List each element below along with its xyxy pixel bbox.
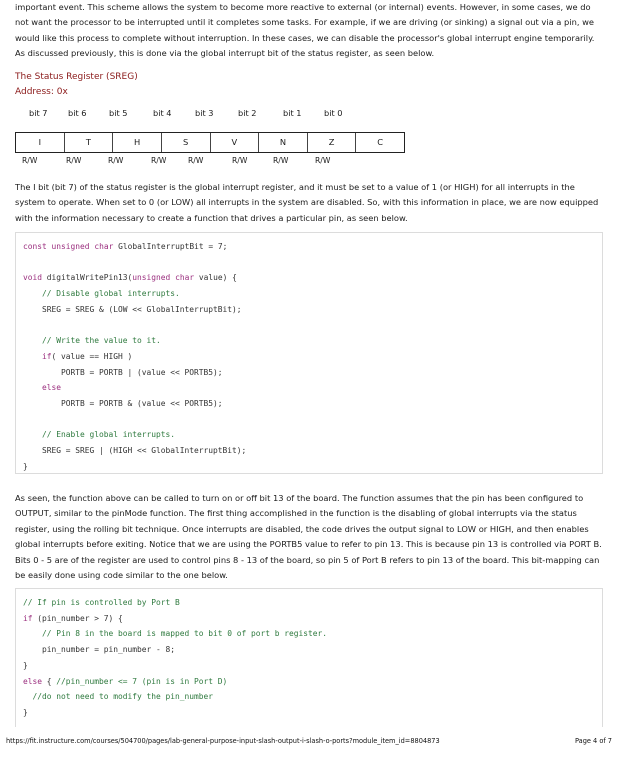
register-title: The Status Register (SREG) (15, 72, 138, 82)
bit-label: bit 2 (238, 108, 257, 118)
bit-cell: T (65, 133, 114, 152)
bit-cell: N (259, 133, 308, 152)
code-block-digital-write (15, 232, 603, 474)
access-label: R/W (315, 156, 331, 165)
bit-cell: H (113, 133, 162, 152)
bit-label: bit 3 (195, 108, 214, 118)
register-bit-table (15, 132, 405, 153)
bit-label-row (15, 108, 415, 122)
code-block-pin-mapping (15, 588, 603, 727)
code-line: // Enable global interrupts. (42, 430, 176, 440)
access-label: R/W (232, 156, 248, 165)
bit-label: bit 0 (324, 108, 343, 118)
bit-cell: C (377, 137, 384, 147)
code-line: else { //pin_number <= 7 (pin is in Port D) (23, 676, 228, 686)
bit-cell: I (16, 133, 65, 152)
bit-label: bit 4 (153, 108, 172, 118)
code-line: SREG = SREG | (HIGH << GlobalInterruptBit); (23, 446, 247, 456)
bit-cell: Z (308, 133, 357, 152)
code-line: PORTB = PORTB | (value << PORTB5); (23, 367, 223, 377)
code-line: } (23, 461, 28, 471)
bit-label: bit 7 (29, 108, 48, 118)
access-label: R/W (151, 156, 167, 165)
bit-cell: S (162, 133, 211, 152)
intro-paragraph: important event. This scheme allows the system to become more reactive to external (or internal) events. However, in some cases, we do not want the processor to be interrupted until it completes some tasks. For example, if we are driving (or sinking) a signal out via a pin, we would like this process to complete without interruption. In these cases, we can disable the processor's global interrupt engine temporarily. As discussed previously, this is done via the global interrupt bit of the status register, as seen below. (15, 2, 595, 59)
code-line: SREG = SREG & (LOW << GlobalInterruptBit); (23, 304, 242, 314)
code-line: if( value == HIGH ) (42, 351, 133, 361)
interrupt-paragraph: The I bit (bit 7) of the status register is the global interrupt register, and it must be set to a value of 1 (or HIGH) for all interrupts in the system to operate. When set to 0 (or LOW) all interrupts in the system are disabled. So, with this information in place, we are now equipped with the information necessary to create a function that drives a particular pin, as seen below. (15, 182, 599, 223)
code-line: } (23, 707, 28, 717)
access-label: R/W (273, 156, 289, 165)
code-line: //do not need to modify the pin_number (32, 692, 214, 702)
code-line: // Write the value to it. (42, 336, 161, 346)
code-line: pin_number = pin_number - 8; (23, 645, 176, 655)
code-line: else (42, 383, 62, 393)
explanation-paragraph: As seen, the function above can be called to turn on or off bit 13 of the board. The function assumes that the pin has been configured to OUTPUT, similar to the pinMode function. The first thing accomplished in the function is the disabling of global interrupts via the status register, using the rolling bit technique. Once interrupts are disabled, the code drives the output signal to LOW or HIGH, and then enables global interrupts before exiting. Notice that we are using the PORTB5 value to refer to pin 13. This is because pin 13 is controlled via PORT B. Bits 0 - 5 are of the register are used to control pins 8 - 13 of the board, so pin 5 of Port B refers to pin 13 of the board. This bit-mapping can be easily done using code similar to the one below. (15, 493, 602, 581)
bit-label: bit 1 (283, 108, 302, 118)
code-line: if (pin_number > 7) { (23, 613, 123, 623)
access-label: R/W (22, 156, 38, 165)
code-line: const unsigned char GlobalInterruptBit = 7; (23, 242, 228, 251)
footer-url: https://fit.instructure.com/courses/504700/pages/lab-general-purpose-input-slash-output-i-slash-o-ports?module_item_id=8804873 (6, 737, 440, 745)
code-line: void digitalWritePin13(unsigned char value) { (23, 273, 237, 283)
access-row (15, 156, 415, 168)
access-label: R/W (188, 156, 204, 165)
register-address: Address: 0x (15, 87, 68, 97)
access-label: R/W (66, 156, 82, 165)
page-number: Page 4 of 7 (575, 737, 612, 745)
bit-label: bit 6 (68, 108, 87, 118)
bit-label: bit 5 (109, 108, 128, 118)
bit-cell: V (211, 133, 260, 152)
code-line: // If pin is controlled by Port B (23, 598, 180, 607)
code-line: // Disable global interrupts. (42, 289, 180, 299)
code-line: } (23, 660, 28, 670)
access-label: R/W (108, 156, 124, 165)
code-line: // Pin 8 in the board is mapped to bit 0 of port b register. (42, 629, 328, 639)
code-line: PORTB = PORTB & (value << PORTB5); (23, 399, 223, 408)
